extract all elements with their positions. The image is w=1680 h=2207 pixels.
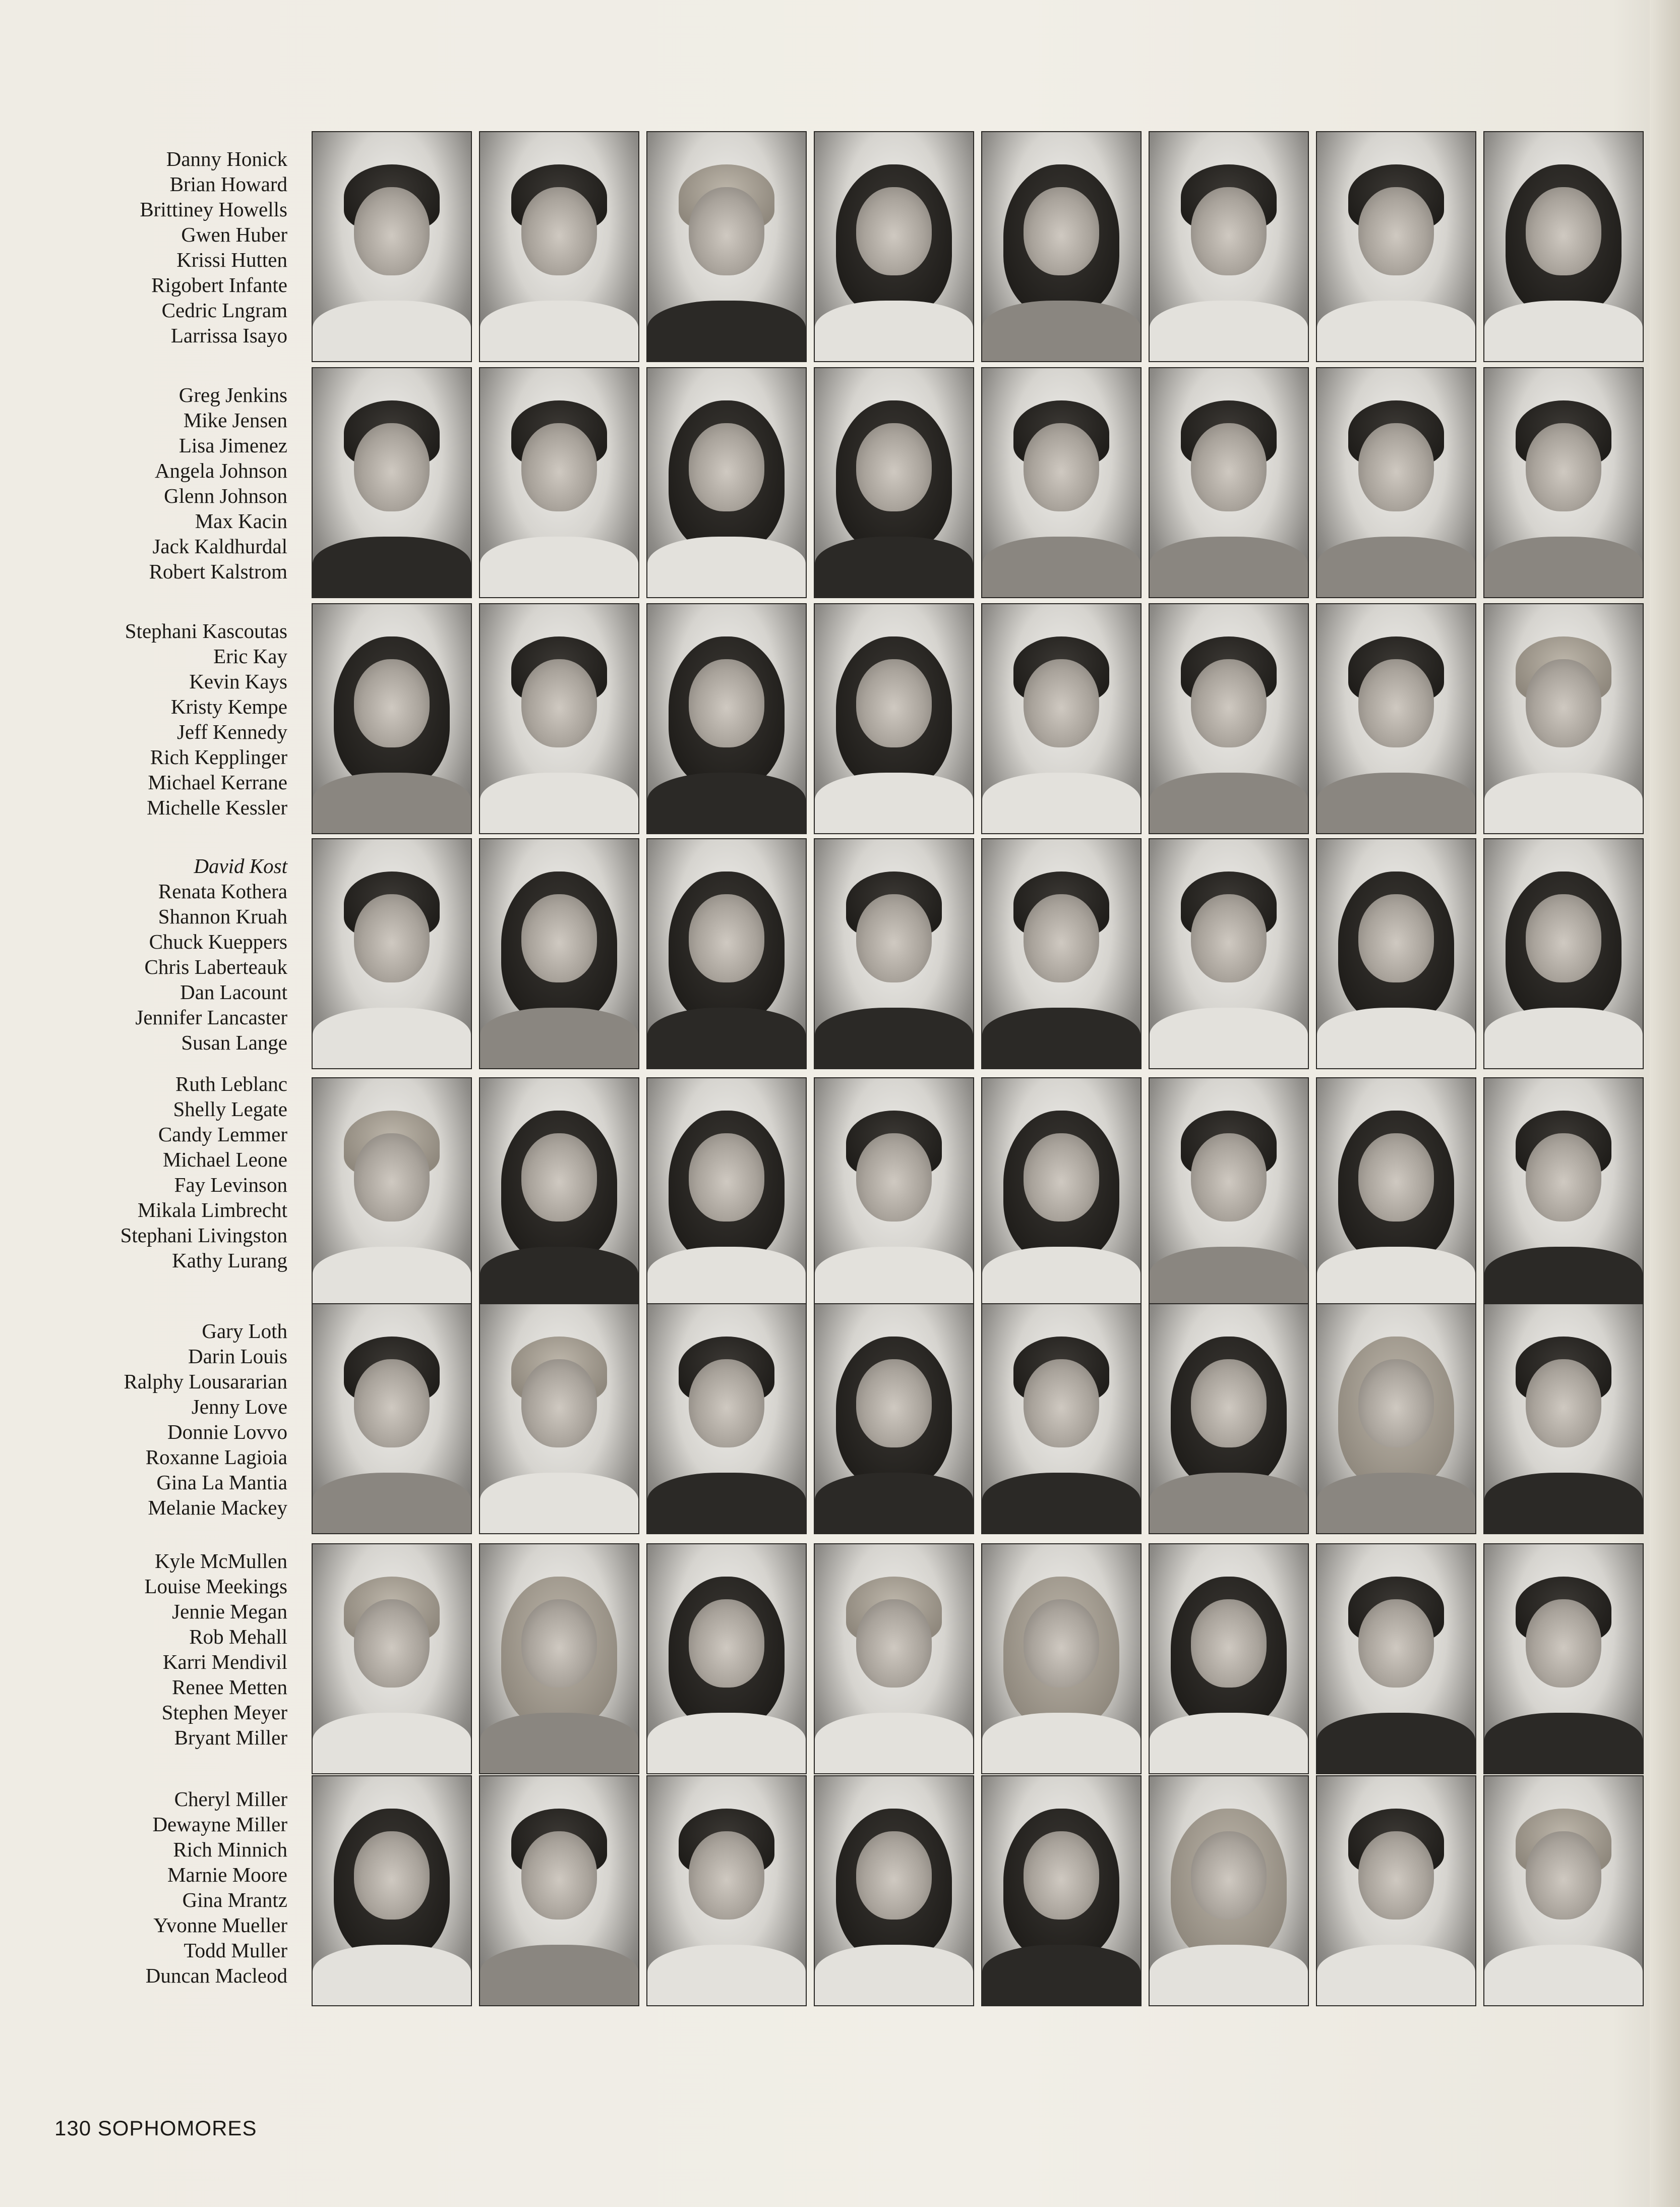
student-name: Krissi Hutten [176, 248, 287, 271]
photo-strip [312, 131, 1644, 362]
student-portrait [1149, 1775, 1309, 2006]
student-name: Stephani Livingston [120, 1224, 287, 1247]
student-portrait [1483, 838, 1644, 1069]
photo-strip [312, 838, 1644, 1069]
student-name: Louise Meekings [144, 1575, 287, 1598]
student-portrait [814, 131, 974, 362]
student-name: Angela Johnson [154, 459, 287, 482]
student-portrait [1149, 367, 1309, 598]
student-name: Larrissa Isayo [170, 324, 287, 347]
student-portrait [814, 1303, 974, 1534]
student-portrait [981, 1775, 1142, 2006]
student-portrait [646, 838, 807, 1069]
student-name: Jennie Megan [172, 1600, 287, 1623]
name-list [71, 146, 287, 348]
student-name: Todd Muller [184, 1939, 287, 1962]
page-binding-edge [1650, 0, 1680, 2207]
name-list [71, 1786, 287, 1988]
name-list [71, 618, 287, 820]
student-name: Max Kacin [195, 509, 287, 533]
page-footer: 130 SOPHOMORES [54, 2116, 257, 2140]
photo-strip [312, 367, 1644, 598]
student-portrait [312, 1077, 472, 1308]
student-name: Gina Mrantz [182, 1888, 287, 1911]
class-row-2 [71, 382, 1654, 619]
student-portrait [814, 1543, 974, 1774]
student-name: Kevin Kays [189, 670, 287, 693]
student-name: Michelle Kessler [147, 796, 287, 819]
student-portrait [1316, 1077, 1476, 1308]
student-name: Greg Jenkins [178, 383, 287, 406]
student-portrait [1149, 131, 1309, 362]
student-name: Renee Metten [172, 1675, 287, 1699]
student-portrait [1483, 603, 1644, 834]
student-name: Rob Mehall [189, 1625, 287, 1648]
student-name: Eric Kay [213, 645, 287, 668]
name-list [71, 382, 287, 584]
student-name: Jack Kaldhurdal [152, 535, 287, 558]
student-portrait [1149, 1303, 1309, 1534]
student-portrait [981, 1077, 1142, 1308]
student-name: Stephen Meyer [161, 1701, 287, 1724]
student-portrait [1316, 838, 1476, 1069]
student-name: Darin Louis [188, 1345, 287, 1368]
student-portrait [312, 1775, 472, 2006]
student-portrait [981, 367, 1142, 598]
student-name: Melanie Mackey [148, 1496, 287, 1519]
student-portrait [1316, 1303, 1476, 1534]
student-portrait [312, 1543, 472, 1774]
student-name: Shelly Legate [173, 1097, 287, 1121]
student-name: Renata Kothera [158, 880, 287, 903]
student-name: Kathy Lurang [172, 1249, 287, 1272]
class-row-5 [71, 1071, 1654, 1308]
photo-strip [312, 1775, 1644, 2006]
student-name: Jennifer Lancaster [135, 1006, 287, 1029]
student-name: Chris Laberteauk [144, 955, 287, 978]
photo-strip [312, 1077, 1644, 1308]
student-name: Rigobert Infante [151, 273, 287, 297]
class-row-7 [71, 1548, 1654, 1785]
student-portrait [479, 367, 639, 598]
student-portrait [479, 1077, 639, 1308]
student-name: Michael Kerrane [148, 771, 287, 794]
student-name: Dewayne Miller [152, 1813, 287, 1836]
student-portrait [479, 1775, 639, 2006]
student-portrait [1316, 367, 1476, 598]
name-list [71, 1548, 287, 1750]
student-name: Karri Mendivil [162, 1650, 287, 1673]
name-list [71, 1071, 287, 1273]
student-portrait [1316, 603, 1476, 834]
student-portrait [1316, 1543, 1476, 1774]
student-name: Donnie Lovvo [167, 1420, 287, 1443]
student-portrait [1316, 131, 1476, 362]
class-row-4 [71, 853, 1654, 1090]
name-list [71, 1318, 287, 1520]
student-portrait [646, 1775, 807, 2006]
student-name: Ralphy Lousararian [124, 1370, 287, 1393]
student-portrait [814, 1077, 974, 1308]
student-portrait [312, 367, 472, 598]
student-portrait [1149, 838, 1309, 1069]
student-name: Bryant Miller [174, 1726, 287, 1749]
student-portrait [981, 1303, 1142, 1534]
student-name: Brian Howard [169, 172, 287, 196]
student-portrait [646, 367, 807, 598]
class-row-8 [71, 1786, 1654, 2023]
student-portrait [646, 131, 807, 362]
student-name: Lisa Jimenez [178, 434, 287, 457]
student-name: Candy Lemmer [158, 1123, 287, 1146]
student-name: Danny Honick [166, 147, 287, 170]
student-portrait [981, 603, 1142, 834]
student-portrait [312, 603, 472, 834]
student-portrait [1316, 1775, 1476, 2006]
student-name: Brittiney Howells [140, 198, 287, 221]
student-portrait [981, 838, 1142, 1069]
student-portrait [1149, 1077, 1309, 1308]
student-name: Marnie Moore [167, 1863, 287, 1886]
student-name: Kyle McMullen [154, 1549, 287, 1573]
photo-strip [312, 1543, 1644, 1774]
student-name: David Kost [194, 854, 287, 878]
student-portrait [814, 838, 974, 1069]
student-name: Fay Levinson [174, 1173, 287, 1196]
student-portrait [479, 1303, 639, 1534]
student-name: Cedric Lngram [161, 299, 287, 322]
student-name: Kristy Kempe [170, 695, 287, 718]
student-portrait [1483, 1775, 1644, 2006]
student-name: Rich Minnich [173, 1838, 287, 1861]
student-portrait [646, 1543, 807, 1774]
class-row-1 [71, 146, 1654, 383]
student-name: Robert Kalstrom [149, 560, 287, 583]
student-portrait [312, 131, 472, 362]
class-row-6 [71, 1318, 1654, 1555]
student-name: Gwen Huber [181, 223, 287, 246]
student-name: Gina La Mantia [156, 1471, 287, 1494]
student-name: Gary Loth [202, 1319, 287, 1343]
student-portrait [814, 603, 974, 834]
student-portrait [646, 603, 807, 834]
student-portrait [1149, 1543, 1309, 1774]
student-name: Chuck Kueppers [149, 930, 287, 953]
student-portrait [479, 131, 639, 362]
student-portrait [1483, 1543, 1644, 1774]
student-portrait [646, 1077, 807, 1308]
student-name: Mikala Limbrecht [137, 1198, 287, 1222]
student-name: Mike Jensen [183, 409, 287, 432]
student-name: Cheryl Miller [174, 1787, 287, 1811]
student-portrait [1483, 1303, 1644, 1534]
student-name: Shannon Kruah [158, 905, 287, 928]
student-portrait [479, 1543, 639, 1774]
student-name: Susan Lange [181, 1031, 287, 1054]
student-portrait [1483, 1077, 1644, 1308]
class-row-3 [71, 618, 1654, 855]
student-portrait [1483, 131, 1644, 362]
student-name: Rich Kepplinger [150, 745, 287, 769]
student-name: Michael Leone [162, 1148, 287, 1171]
photo-strip [312, 1303, 1644, 1534]
student-name: Duncan Macleod [145, 1964, 287, 1987]
student-name: Jeff Kennedy [177, 720, 287, 743]
student-name: Roxanne Lagioia [145, 1445, 287, 1469]
student-portrait [646, 1303, 807, 1534]
photo-strip [312, 603, 1644, 834]
name-list [71, 853, 287, 1055]
student-portrait [312, 838, 472, 1069]
student-portrait [814, 367, 974, 598]
student-portrait [479, 838, 639, 1069]
student-name: Glenn Johnson [164, 484, 287, 507]
student-name: Ruth Leblanc [175, 1072, 287, 1095]
student-portrait [479, 603, 639, 834]
student-portrait [814, 1775, 974, 2006]
student-portrait [981, 1543, 1142, 1774]
student-portrait [981, 131, 1142, 362]
student-name: Jenny Love [191, 1395, 287, 1418]
student-portrait [1149, 603, 1309, 834]
student-name: Stephani Kascoutas [125, 619, 287, 643]
student-portrait [312, 1303, 472, 1534]
student-name: Dan Lacount [180, 980, 287, 1004]
student-portrait [1483, 367, 1644, 598]
student-name: Yvonne Mueller [153, 1913, 287, 1937]
